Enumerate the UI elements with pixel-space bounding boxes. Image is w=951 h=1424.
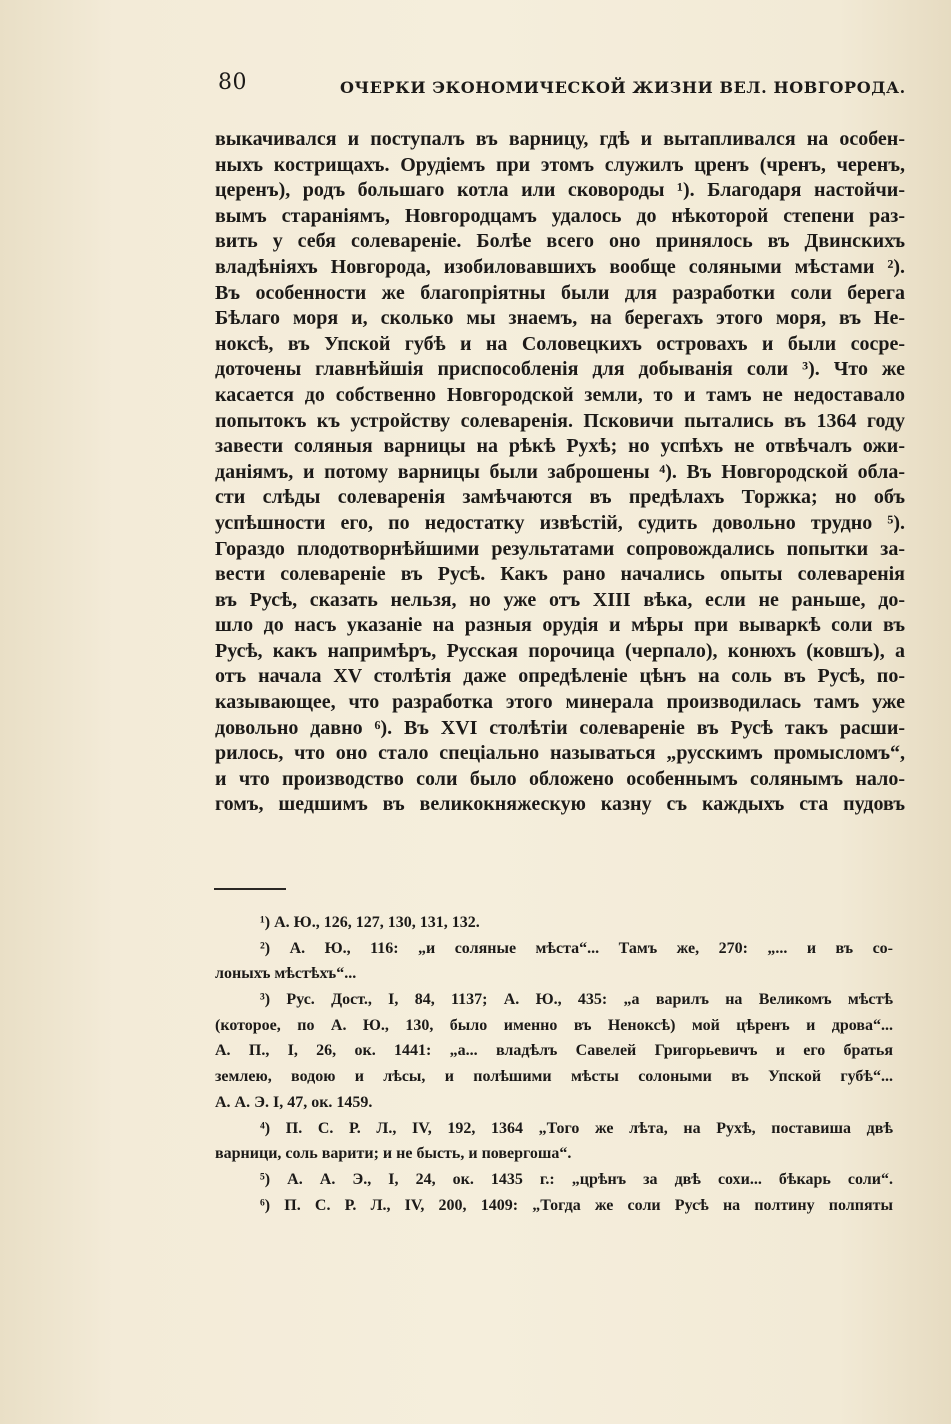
- text-line: гомъ, шедшимъ въ великокняжескую казну съ каждыхъ ста пудовъ: [215, 793, 905, 816]
- text-line: рилось, что оно стало спеціально называться „русскимъ промысломъ“,: [215, 742, 905, 765]
- text-line: попытокъ къ устройству солеваренія. Псковичи пытались въ 1364 году: [215, 409, 905, 432]
- text-line: ноксѣ, въ Упской губѣ и на Соловецкихъ островахъ и были сосре-: [215, 332, 905, 355]
- text-line: шло до насъ указаніе на разныя орудія и мѣры при вываркѣ соли въ: [215, 614, 905, 637]
- text-line: вымъ стараніямъ, Новгородцамъ удалось до нѣкоторой степени раз-: [215, 204, 905, 227]
- text-line: вести солевареніе въ Русѣ. Какъ рано начались опыты солеваренія: [215, 563, 905, 586]
- main-text: [215, 127, 905, 818]
- text-line: и что производство соли было обложено особеннымъ солянымъ нало-: [215, 767, 905, 790]
- text-line: вить у себя солевареніе. Болѣе всего оно принялось въ Двинскихъ: [215, 230, 905, 253]
- text-line: довольно давно ⁶). Въ XVI столѣтіи солевареніе въ Русѣ такъ расши-: [215, 716, 905, 739]
- page-number: 80: [218, 70, 247, 95]
- footnote-line: варници, соль варити; и не бысть, и повергоша“.: [215, 1145, 572, 1163]
- text-line: касается до собственно Новгородской земли, то и тамъ не недоставало: [215, 383, 905, 406]
- text-line: Русѣ, какъ напримѣръ, Русская порочица (черпало), конюхъ (ковшъ), а: [215, 639, 905, 662]
- text-line: выкачивался и поступалъ въ варницу, гдѣ и вытапливался на особен-: [215, 128, 905, 150]
- footnotes: [215, 910, 893, 1218]
- text-line: казывающее, что разработка этого минерала производилась тамъ уже: [215, 691, 905, 714]
- footnote-line: ²) А. Ю., 116: „и соляные мѣста“... Тамъ же, 270: „... и въ со-: [260, 939, 893, 957]
- running-head: ОЧЕРКИ ЭКОНОМИЧЕСКОЙ ЖИЗНИ ВЕЛ. НОВГОРОДА.: [340, 78, 906, 97]
- text-line: даніямъ, и потому варницы были заброшены ⁴). Въ Новгородской обла-: [215, 460, 905, 483]
- text-line: церенъ), родъ большаго котла или сковороды ¹). Благодаря настойчи-: [215, 179, 905, 202]
- footnote-line: ⁴) П. С. Р. Л., IV, 192, 1364 „Того же лѣта, на Рухѣ, поставиша двѣ: [260, 1119, 893, 1137]
- footnote-line: А. А. Э. I, 47, ок. 1459.: [215, 1093, 373, 1111]
- text-line: Въ особенности же благопріятны были для разработки соли берега: [215, 281, 905, 304]
- footnote-line: (которое, по А. Ю., 130, было именно въ Неноксѣ) мой цѣренъ и дрова“...: [215, 1016, 893, 1034]
- text-line: доточены главнѣйшія приспособленія для добыванія соли ³). Что же: [215, 358, 905, 381]
- text-line: Бѣлаго моря и, сколько мы знаемъ, на берегахъ этого моря, въ Не-: [215, 307, 905, 330]
- text-line: успѣшности его, по недостатку извѣстій, судить довольно трудно ⁵).: [215, 511, 905, 534]
- text-line: Гораздо плодотворнѣйшими результатами сопровождались попытки за-: [215, 537, 905, 560]
- footnote-line: ³) Рус. Дост., I, 84, 1137; А. Ю., 435: „а варилъ на Великомъ мѣстѣ: [260, 991, 893, 1009]
- footnote-line: А. П., I, 26, ок. 1441: „а... владѣлъ Савелей Григорьевичъ и его братья: [215, 1042, 893, 1060]
- text-line: въ Русѣ, сказать нельзя, но уже отъ XIII вѣка, если не раньше, до-: [215, 588, 905, 611]
- footnote-line: ⁵) А. А. Э., I, 24, ок. 1435 г.: „црѣнъ за двѣ сохи... бѣкарь соли“.: [260, 1170, 893, 1188]
- text-line: сти слѣды солеваренія замѣчаются въ предѣлахъ Торжка; но объ: [215, 486, 905, 509]
- footnote-line: ⁶) П. С. Р. Л., IV, 200, 1409: „Тогда же соли Русѣ на полтину полпяты: [260, 1196, 893, 1214]
- footnote-separator: [214, 888, 286, 890]
- footnote-line: ¹) А. Ю., 126, 127, 130, 131, 132.: [260, 914, 480, 931]
- text-line: ныхъ кострищахъ. Орудіемъ при этомъ служилъ цренъ (чренъ, черенъ,: [215, 153, 905, 176]
- text-line: владѣніяхъ Новгорода, изобиловавшихъ вообще соляными мѣстами ²).: [215, 255, 905, 278]
- text-line: отъ начала XV столѣтія даже опредѣленіе цѣнъ на соль въ Русѣ, по-: [215, 665, 905, 688]
- footnote-line: землею, водою и лѣсы, и полѣшими мѣсты солоными въ Упской губѣ“...: [215, 1068, 893, 1086]
- footnote-line: лоныхъ мѣстѣхъ“...: [215, 965, 357, 983]
- text-line: завести соляныя варницы на рѣкѣ Рухѣ; но успѣхъ не отвѣчалъ ожи-: [215, 435, 905, 458]
